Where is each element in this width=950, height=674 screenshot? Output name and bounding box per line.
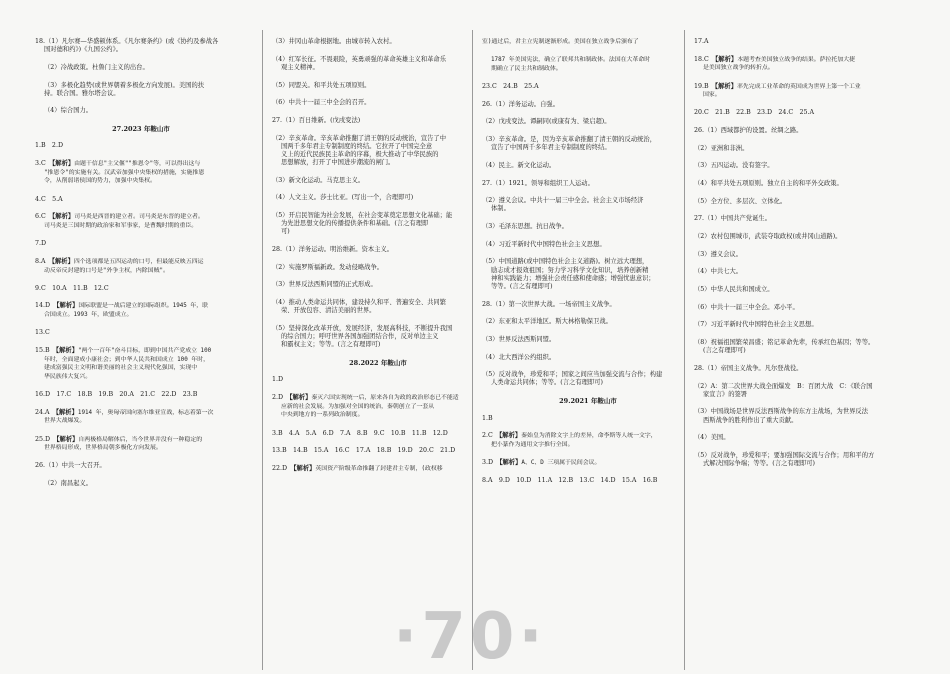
- answer-text: 24.A: [35, 408, 56, 416]
- answer-line: [694, 408, 906, 416]
- answer-line: [35, 444, 247, 453]
- answer-line: [272, 56, 484, 64]
- answer-text: 8.A: [35, 257, 52, 265]
- explanation-text: A、C、D 三项属于民间会议。: [521, 460, 601, 467]
- answer-text: （4）和平共处五项原则。独立自主的和平外交政策。: [694, 180, 843, 188]
- answer-line: [694, 215, 906, 223]
- answer-text: （2）亚洲和非洲。: [694, 144, 749, 152]
- explanation-text: 率先完成工业革命的英国成为世界上第一个工业: [737, 83, 861, 90]
- explanation-text: 1787 年美国宪法，确立了联邦共和制政体。法国在大革命时: [491, 57, 651, 64]
- answer-text: （3）中国战场是世界反法西斯战争的东方主战场，为世界反法: [694, 408, 869, 416]
- explanation-text: 令，从削弱诸侯国的势力，加强中央集权。: [44, 178, 156, 185]
- analysis-tag: 【解析】: [715, 55, 738, 63]
- answer-text: （4）民主。新文化运动。: [482, 161, 556, 169]
- answer-line: [694, 268, 906, 276]
- explanation-text: "两个一百年"奋斗目标，即到中国共产党成立 100: [78, 347, 212, 354]
- answer-line: [35, 373, 247, 382]
- answer-text: （4）美国。: [694, 434, 730, 442]
- answer-line: [482, 56, 694, 65]
- answer-text: 3.B 4.A 5.A 6.D 7.A 8.B 9.C 10.B 11.B 12.D: [272, 429, 448, 437]
- answer-line: [35, 347, 247, 356]
- answer-text: 14.D: [35, 302, 57, 310]
- answer-line: [482, 415, 694, 423]
- answer-text: 国两千多年君主专制制度的终结。它拉开了中国完全意: [281, 142, 433, 150]
- answer-line: [482, 162, 694, 170]
- answer-text: （2）冷战政策。杜鲁门主义的出台。: [44, 63, 149, 71]
- answer-text: （6）中共十一届三中全会的召开。: [272, 99, 371, 107]
- column-divider: [684, 30, 685, 670]
- answer-text: 26.（1）西域都护的设置。丝绸之路。: [694, 127, 803, 135]
- answer-text: 27.（1）百日维新。(戊戌变法): [272, 116, 361, 124]
- answer-text: 9.C 10.A 11.B 12.C: [35, 284, 109, 292]
- analysis-tag: 【解析】: [293, 464, 316, 472]
- analysis-tag: 【解析】: [56, 302, 79, 310]
- answer-line: [272, 38, 484, 46]
- answer-text: 8.A 9.D 10.D 11.A 12.B 13.C 14.D 15.A 16.B: [482, 477, 658, 485]
- explanation-text: 年时，全面建成小康社会；到中华人民共和国成立 100 年时，: [44, 356, 209, 363]
- section-heading: 28.2022 年鞍山市: [349, 358, 407, 367]
- answer-line: [272, 465, 484, 474]
- analysis-tag: 【解析】: [55, 408, 78, 416]
- answer-line: [35, 213, 247, 222]
- answer-line: [694, 83, 906, 92]
- answer-text: 宣告了中国两千多年君主专制制度的终结。: [491, 144, 611, 152]
- answer-line: [272, 135, 484, 143]
- answer-text: （2）农村包围城市，武装夺取政权(或井冈山道路)。: [694, 233, 842, 241]
- explanation-text: 世界格局形成，世界格局朝多极化方向发展。: [44, 445, 162, 452]
- explanation-text: 期确立了民主共和制政体。: [491, 65, 562, 72]
- answer-text: （2）辛亥革命。辛亥革命推翻了清王朝的反动统治，宣告了中: [272, 134, 447, 142]
- answer-line: [694, 304, 906, 312]
- answer-text: 观主义精神。: [281, 63, 319, 71]
- answer-line: [482, 283, 694, 291]
- answer-line: [272, 151, 484, 159]
- answer-line: [35, 329, 247, 337]
- analysis-tag: 【解析】: [51, 257, 74, 265]
- answer-text: （2）戊戌变法。谭嗣同(或康有为、梁启超)。: [482, 118, 611, 126]
- explanation-text: 四个选项都是五四运动的口号，但最能反映五四运: [73, 258, 204, 265]
- answer-line: [35, 90, 247, 98]
- answer-line: [272, 411, 484, 420]
- answer-text: 20.C 21.B 22.B 23.D 24.C 25.A: [694, 109, 815, 117]
- answer-text: 可): [281, 228, 290, 236]
- answer-line: [35, 258, 247, 267]
- answer-text: 为先进思想文化的传播提供条件和基础。(言之有理即: [281, 220, 429, 228]
- answer-line: [694, 321, 906, 329]
- explanation-text: 国家。: [703, 92, 721, 99]
- answer-line: [35, 356, 247, 365]
- answer-text: （4）中共七大。: [694, 268, 743, 276]
- answer-line: [272, 403, 484, 412]
- explanation-text: 应新的社会发展。为加强对全国的统治，秦朝创立了一套从: [281, 403, 435, 410]
- answer-line: [272, 99, 484, 107]
- answer-line: [35, 160, 247, 169]
- answer-text: （3）五四运动。没有签字。: [694, 162, 774, 170]
- answer-line: [482, 336, 694, 344]
- answer-text: （4）红军长征。不畏艰险，英勇顽强的革命英雄主义和革命乐: [272, 55, 447, 63]
- answer-line: [272, 325, 484, 333]
- answer-line: [35, 196, 247, 204]
- answer-line: [35, 177, 247, 186]
- answer-text: （3）世界反法西斯同盟。: [482, 335, 556, 343]
- answer-line: [482, 197, 694, 205]
- answer-text: 荣、开放包容、清洁美丽的世界。: [281, 307, 376, 315]
- answer-line: [35, 142, 247, 150]
- answer-line: [272, 264, 484, 272]
- answer-text: 26.（1）洋务运动。自强。: [482, 100, 559, 108]
- answer-text: （4）综合国力。: [44, 107, 93, 115]
- answer-text: 28.（1）洋务运动。明治维新。资本主义。: [272, 246, 394, 254]
- answer-text: （5）坚持深化改革开放，发展经济，发展高科技，不断提升我国: [272, 324, 453, 332]
- answer-text: （2）遵义会议。中共十一届三中全会。社会主义市场经济: [482, 197, 644, 205]
- answer-line: [694, 64, 906, 73]
- answer-text: （4）习近平新时代中国特色社会主义思想。: [482, 240, 606, 248]
- explanation-text: 中央到地方的一系列政治制度。: [281, 412, 364, 419]
- answer-line: [272, 117, 484, 125]
- answer-line: [35, 82, 247, 90]
- answer-text: 28.（1）帝国主义战争。凡尔登战役。: [694, 364, 803, 372]
- answer-line: [272, 307, 484, 315]
- answer-text: 神和实践能力；增强社会责任感和使命感；增强忧患意识；: [491, 274, 655, 282]
- answer-text: (言之有理即可): [703, 347, 746, 355]
- answer-line: [694, 286, 906, 294]
- answer-text: 15.B: [35, 346, 56, 354]
- answer-line: [272, 281, 484, 289]
- answer-line: [694, 38, 906, 46]
- column-2: [272, 38, 484, 474]
- answer-text: （5）开启民智能为社会发展，在社会变革奠定思想文化基础；能: [272, 212, 453, 220]
- answer-text: 等等。(言之有理即可): [491, 282, 553, 290]
- answer-line: [272, 430, 484, 438]
- answer-text: 3.D: [482, 459, 500, 467]
- analysis-tag: 【解析】: [499, 432, 522, 440]
- answer-text: 18.（1）凡尔赛—华盛顿体系。《凡尔赛条约》(或《协约及参战各: [35, 38, 219, 45]
- answer-line: [482, 354, 694, 362]
- answer-text: 的综合国力；呼吁世界各国加强团结合作，反对单边主义: [281, 333, 439, 341]
- answer-text: 3.C: [35, 160, 53, 168]
- answer-text: 4.C 5.A: [35, 195, 63, 203]
- answer-text: 27.（1）1921。领导和组织工人运动。: [482, 179, 594, 187]
- answer-line: [482, 241, 694, 249]
- answer-line: [35, 169, 247, 178]
- answer-line: [482, 318, 694, 326]
- answer-line: [482, 379, 694, 387]
- answer-line: [272, 447, 484, 455]
- answer-text: （4）人文主义。莎士比亚。(写出一个，合理即可): [272, 194, 414, 202]
- explanation-text: 本题考查美国独立战争的结果。萨拉托加大捷: [737, 56, 855, 63]
- page-number-watermark: ·70·: [393, 600, 547, 674]
- answer-line: [35, 311, 247, 320]
- answer-line: [35, 285, 247, 293]
- answer-text: （3）世界反法西斯同盟的正式形成。: [272, 281, 377, 289]
- answer-line: [482, 258, 694, 266]
- answer-text: （3）井冈山革命根据地。由城市转入农村。: [272, 38, 396, 45]
- answer-line: [35, 409, 247, 418]
- answer-line: [482, 441, 694, 450]
- answer-line: [482, 136, 694, 144]
- answer-text: （3）辛亥革命。是，因为辛亥革命推翻了清王朝的反动统治，: [482, 136, 657, 144]
- answer-line: [272, 177, 484, 185]
- explanation-text: 英国资产阶级革命推翻了封建君主专制，(政权移: [315, 465, 443, 472]
- answer-line: [35, 462, 247, 470]
- explanation-text: 建成富强民主文明和谐美丽的社会主义现代化强国，实现中: [44, 365, 198, 372]
- column-divider: [472, 30, 473, 670]
- answer-text: （3）新文化运动。马克思主义。: [272, 176, 365, 184]
- explanation-text: 合国成立。1993 年，欧盟成立。: [44, 312, 133, 319]
- answer-line: [694, 460, 906, 468]
- answer-line: [482, 275, 694, 283]
- answer-text: 国对德和约》)《九国公约》。: [44, 46, 123, 54]
- analysis-tag: 【解析】: [55, 346, 78, 354]
- answer-text: 25.D: [35, 435, 57, 443]
- answer-line: [35, 64, 247, 72]
- answer-line: [272, 159, 484, 167]
- answer-text: （4）北大西洋公约组织。: [482, 353, 556, 361]
- answer-line: [35, 46, 247, 54]
- answer-text: 16.D 17.C 18.B 19.B 20.A 21.C 22.D 23.B: [35, 391, 198, 399]
- answer-text: 励志成才报效祖国；努力学习科学文化知识，培养创新精: [491, 266, 649, 274]
- answer-line: [35, 302, 247, 311]
- answer-line: [694, 233, 906, 241]
- explanation-text: 秦灭六国实现统一后，原来各自为政的政治形态已不能适: [311, 395, 459, 402]
- explanation-text: 把小篆作为通用文字推行全国。: [491, 441, 574, 448]
- answer-text: 持。联合国。雅尔塔会议。: [44, 89, 120, 97]
- explanation-text: 秦始皇为消除文字上的差异，命李斯等人统一文字，: [521, 433, 657, 440]
- answer-text: （5）全方位、多层次、立体化。: [694, 197, 787, 205]
- answer-line: [272, 64, 484, 72]
- answer-line: [272, 212, 484, 220]
- answer-line: [694, 180, 906, 188]
- answer-text: （6）中共十一届三中全会。邓小平。: [694, 303, 799, 311]
- answer-line: [482, 205, 694, 213]
- analysis-tag: 【解析】: [52, 160, 75, 168]
- answer-text: 13.B 14.B 15.A 16.C 17.A 18.B 19.D 20.C 21.D: [272, 447, 456, 455]
- answer-text: （5）反对战争，珍爱和平；要加强国际交流与合作；用和平的方: [694, 451, 875, 459]
- answer-text: （2）A：第二次世界大战全面爆发 B：百团大战 C：《联合国: [694, 382, 873, 390]
- answer-text: 28.（1）第一次世界大战。一场帝国主义战争。: [482, 300, 616, 308]
- answer-text: 1.B 2.D: [35, 142, 63, 150]
- answer-line: [35, 480, 247, 488]
- answer-line: [694, 391, 906, 399]
- answer-line: [694, 127, 906, 135]
- answer-text: （2）实施罗斯福新政。发动侵略战争。: [272, 263, 384, 271]
- analysis-tag: 【解析】: [52, 213, 75, 221]
- answer-text: （3）毛泽东思想。抗日战争。: [482, 223, 568, 231]
- answer-text: （2）南昌起义。: [44, 480, 93, 488]
- answer-line: [482, 223, 694, 231]
- answer-text: 西斯战争的胜利作出了重大贡献。: [703, 416, 798, 424]
- explanation-text: 世界大战爆发。: [44, 418, 86, 425]
- answer-line: [35, 436, 247, 445]
- answer-line: [482, 118, 694, 126]
- answer-text: 家宣言》的签署: [703, 390, 748, 398]
- answer-text: 1.D: [272, 376, 284, 384]
- answer-line: [482, 101, 694, 109]
- answer-line: [35, 222, 247, 231]
- answer-text: （2）东亚和太平洋地区。斯大林格勒保卫战。: [482, 318, 612, 326]
- answer-line: [35, 267, 247, 276]
- answer-line: [272, 246, 484, 254]
- answer-line: [482, 144, 694, 152]
- answer-line: [482, 65, 694, 74]
- explanation-text: 由题干信息"主父偃""推恩令"等，可以得出这与: [74, 161, 201, 168]
- answer-text: 1.B: [482, 414, 493, 422]
- answer-line: [694, 365, 906, 373]
- answer-text: （5）中华人民共和国成立。: [694, 286, 774, 294]
- section-heading: 27.2023 年鞍山市: [112, 125, 170, 134]
- answer-line: [694, 347, 906, 355]
- answer-text: 和霸权主义；等等。(言之有理即可): [281, 341, 381, 349]
- answer-line: [694, 56, 906, 65]
- explanation-text: 是美国独立战争的转折点。: [703, 65, 774, 72]
- analysis-tag: 【解析】: [714, 82, 737, 90]
- answer-line: [35, 391, 247, 399]
- answer-line: [35, 240, 247, 248]
- answer-line: [272, 228, 484, 236]
- answer-line: [35, 107, 247, 115]
- answer-line: [482, 267, 694, 275]
- answer-text: 体制。: [491, 205, 510, 213]
- answer-line: [272, 82, 484, 90]
- answer-line: [694, 434, 906, 442]
- answer-text: 18.C: [694, 55, 716, 63]
- answer-line: [482, 477, 694, 485]
- answer-text: 27.（1）中国共产党诞生。: [694, 215, 771, 223]
- answer-line: [482, 432, 694, 441]
- answer-text: 2.C: [482, 432, 500, 440]
- answer-text: 式解决国际争端；等等。(言之有理即可): [703, 460, 815, 468]
- answer-line: [272, 376, 484, 384]
- explanation-text: 自两极格局解体后，当今世界并没有一种稳定的: [78, 436, 203, 443]
- answer-line: [482, 83, 694, 91]
- answer-line: [482, 180, 694, 188]
- answer-text: （5）反对战争，珍爱和平；国家之间应当加强交流与合作；构建: [482, 371, 663, 379]
- analysis-tag: 【解析】: [499, 459, 522, 467]
- answer-text: （4）推动人类命运共同体，建设持久和平、普遍安全、共同繁: [272, 299, 447, 307]
- answer-text: （7）习近平新时代中国特色社会主义思想。: [694, 321, 818, 329]
- answer-line: [35, 364, 247, 373]
- explanation-text: 室)通过后，君主立宪制逐渐形成。美国在独立战争后颁布了: [482, 39, 639, 45]
- explanation-text: 司马炎是西晋的建立者。司马炎是东晋的建立者。: [74, 214, 204, 221]
- answer-line: [482, 38, 694, 47]
- answer-text: （3）多极化趋势(或世界朝着多极化方向发展)。美国的扶: [44, 81, 205, 89]
- answer-text: 2.D: [272, 394, 290, 402]
- explanation-text: 1914 年，奥匈帝国向塞尔维亚宣战，标志着第一次: [77, 409, 214, 416]
- answer-line: [272, 341, 484, 349]
- answer-line: [694, 452, 906, 460]
- answer-line: [694, 383, 906, 391]
- section-heading: 29.2021 年鞍山市: [559, 397, 617, 406]
- explanation-text: 国际联盟是一战后建立的国际组织。1945 年，联: [78, 303, 209, 310]
- answer-line: [694, 162, 906, 170]
- answer-line: [694, 109, 906, 117]
- answer-line: [694, 417, 906, 425]
- column-4: [694, 38, 906, 468]
- answer-line: [694, 91, 906, 100]
- answer-line: [694, 251, 906, 259]
- answer-text: 思想解放，打开了中国进步潮流的闸门。: [281, 159, 395, 167]
- analysis-tag: 【解析】: [56, 435, 79, 443]
- answer-line: [272, 394, 484, 403]
- answer-text: 7.D: [35, 240, 47, 248]
- answer-text: 13.C: [35, 329, 57, 337]
- answer-line: [482, 301, 694, 309]
- column-divider: [262, 30, 263, 670]
- answer-text: 义上的近代民族民主革命的序幕，极大推动了中华民族的: [281, 150, 439, 158]
- answer-line: [694, 198, 906, 206]
- answer-text: 6.C: [35, 213, 53, 221]
- answer-text: 22.D: [272, 464, 294, 472]
- answer-line: [35, 417, 247, 426]
- answer-text: 23.C 24.B 25.A: [482, 83, 539, 91]
- answer-text: 26.（1）中共一大召开。: [35, 462, 106, 470]
- answer-text: （8）祝福祖国繁荣昌盛；铭记革命先辈，传承红色基因；等等。: [694, 339, 875, 347]
- answer-text: 人类命运共同体；等等。(言之有理即可): [491, 379, 603, 387]
- answer-line: [694, 145, 906, 153]
- answer-line: [272, 143, 484, 151]
- explanation-text: 动反帝反封建的口号是"外争主权，内除国贼"。: [44, 267, 169, 274]
- answer-line: [272, 194, 484, 202]
- answer-text: （5）中国道路(或中国特色社会主义道路)。树立远大理想，: [482, 258, 649, 266]
- answer-line: [35, 38, 247, 46]
- answer-text: （3）遵义会议。: [694, 250, 743, 258]
- explanation-text: "推恩令"的实施有关。汉武帝加强中央集权的措施，实施推恩: [44, 169, 205, 176]
- explanation-text: 司马炎是三国时期的政治家和军事家，是曹魏时期的重臣。: [44, 223, 198, 229]
- explanation-text: 华民族伟大复兴。: [44, 373, 92, 380]
- answer-text: 19.B: [694, 82, 715, 90]
- column-3: [482, 38, 694, 485]
- analysis-tag: 【解析】: [289, 394, 312, 402]
- column-1: [35, 38, 247, 488]
- answer-line: [482, 459, 694, 468]
- answer-text: （5）同盟关。和平共处五项原则。: [272, 81, 371, 89]
- answer-text: 17.A: [694, 38, 709, 45]
- answer-line: [272, 220, 484, 228]
